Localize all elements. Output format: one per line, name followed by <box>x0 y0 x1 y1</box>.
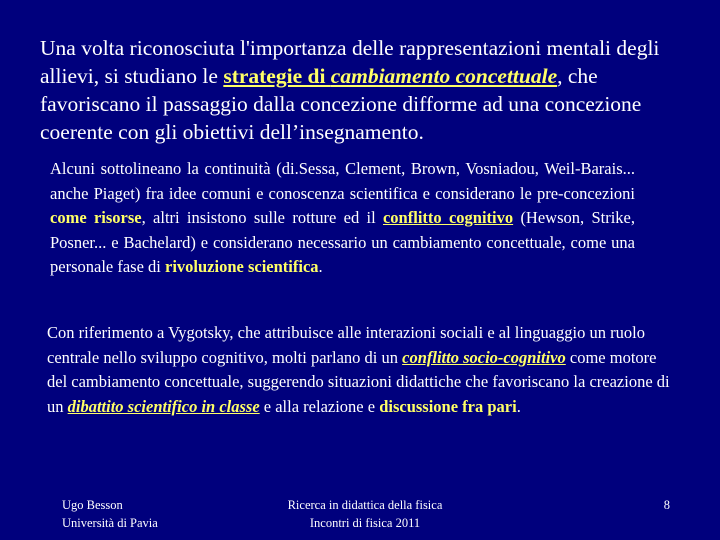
paragraph-continuity <box>50 157 635 280</box>
paragraph-intro <box>40 34 690 146</box>
vygotsky-text-2: come motore del cambiamento concettuale, suggerendo situazioni didattiche che favoriscano la creazione di un <box>47 347 670 416</box>
paragraph-vygotsky <box>47 321 672 419</box>
intro-text-2: , che favoriscano il passaggio dalla concezione difforme ad una concezione coerente con gli obiettivi dell’insegnamento. <box>40 64 642 144</box>
vygotsky-text-4: . <box>516 396 521 416</box>
vygotsky-text-1: Con riferimento a Vygotsky, che attribuisce alle interazioni sociali e al linguaggio un ruolo centrale nello sviluppo cognitivo, molti parlano di un <box>47 323 645 367</box>
vygotsky-text-3: e alla relazione e <box>259 396 380 416</box>
highlight-conflitto-socio-cognitivo: conflitto socio-cognitivo <box>402 347 566 367</box>
footer-title-line1: Ricerca in didattica della fisica <box>287 498 443 512</box>
highlight-discussione-fra-pari: discussione fra pari <box>379 396 517 416</box>
continuity-text-3: (Hewson, Strike, Posner... e Bachelard) e considerano necessario un cambiamento concettuale, come una personale fase di <box>50 208 635 276</box>
intro-text-1: Una volta riconosciuta l'importanza delle rappresentazioni mentali degli allievi, si studiano le <box>40 36 660 88</box>
footer-affiliation: Università di Pavia <box>62 516 158 530</box>
footer-title-block <box>250 496 480 532</box>
highlight-cambiamento-concettuale: cambiamento concettuale <box>330 64 558 88</box>
highlight-come-risorse: come risorse <box>50 208 142 227</box>
footer-page-number: 8 <box>663 498 670 512</box>
footer-title-line2: Incontri di fisica 2011 <box>309 516 421 530</box>
highlight-strategie: strategie di <box>223 64 331 88</box>
continuity-text-4: . <box>318 257 323 276</box>
footer-author: Ugo Besson <box>62 498 123 512</box>
continuity-text-1: Alcuni sottolineano la continuità (di.Sessa, Clement, Brown, Vosniadou, Weil-Barais... anche Piaget) fra idee comuni e conoscenza scientifica e considerano le pre-concezioni <box>50 159 635 203</box>
highlight-rivoluzione-scientifica: rivoluzione scientifica <box>165 257 319 276</box>
highlight-dibattito-scientifico: dibattito scientifico in classe <box>67 396 260 416</box>
continuity-text-2: , altri insistono sulle rotture ed il <box>141 208 383 227</box>
footer-author-block <box>62 496 158 532</box>
highlight-conflitto-cognitivo: conflitto cognitivo <box>382 208 514 227</box>
